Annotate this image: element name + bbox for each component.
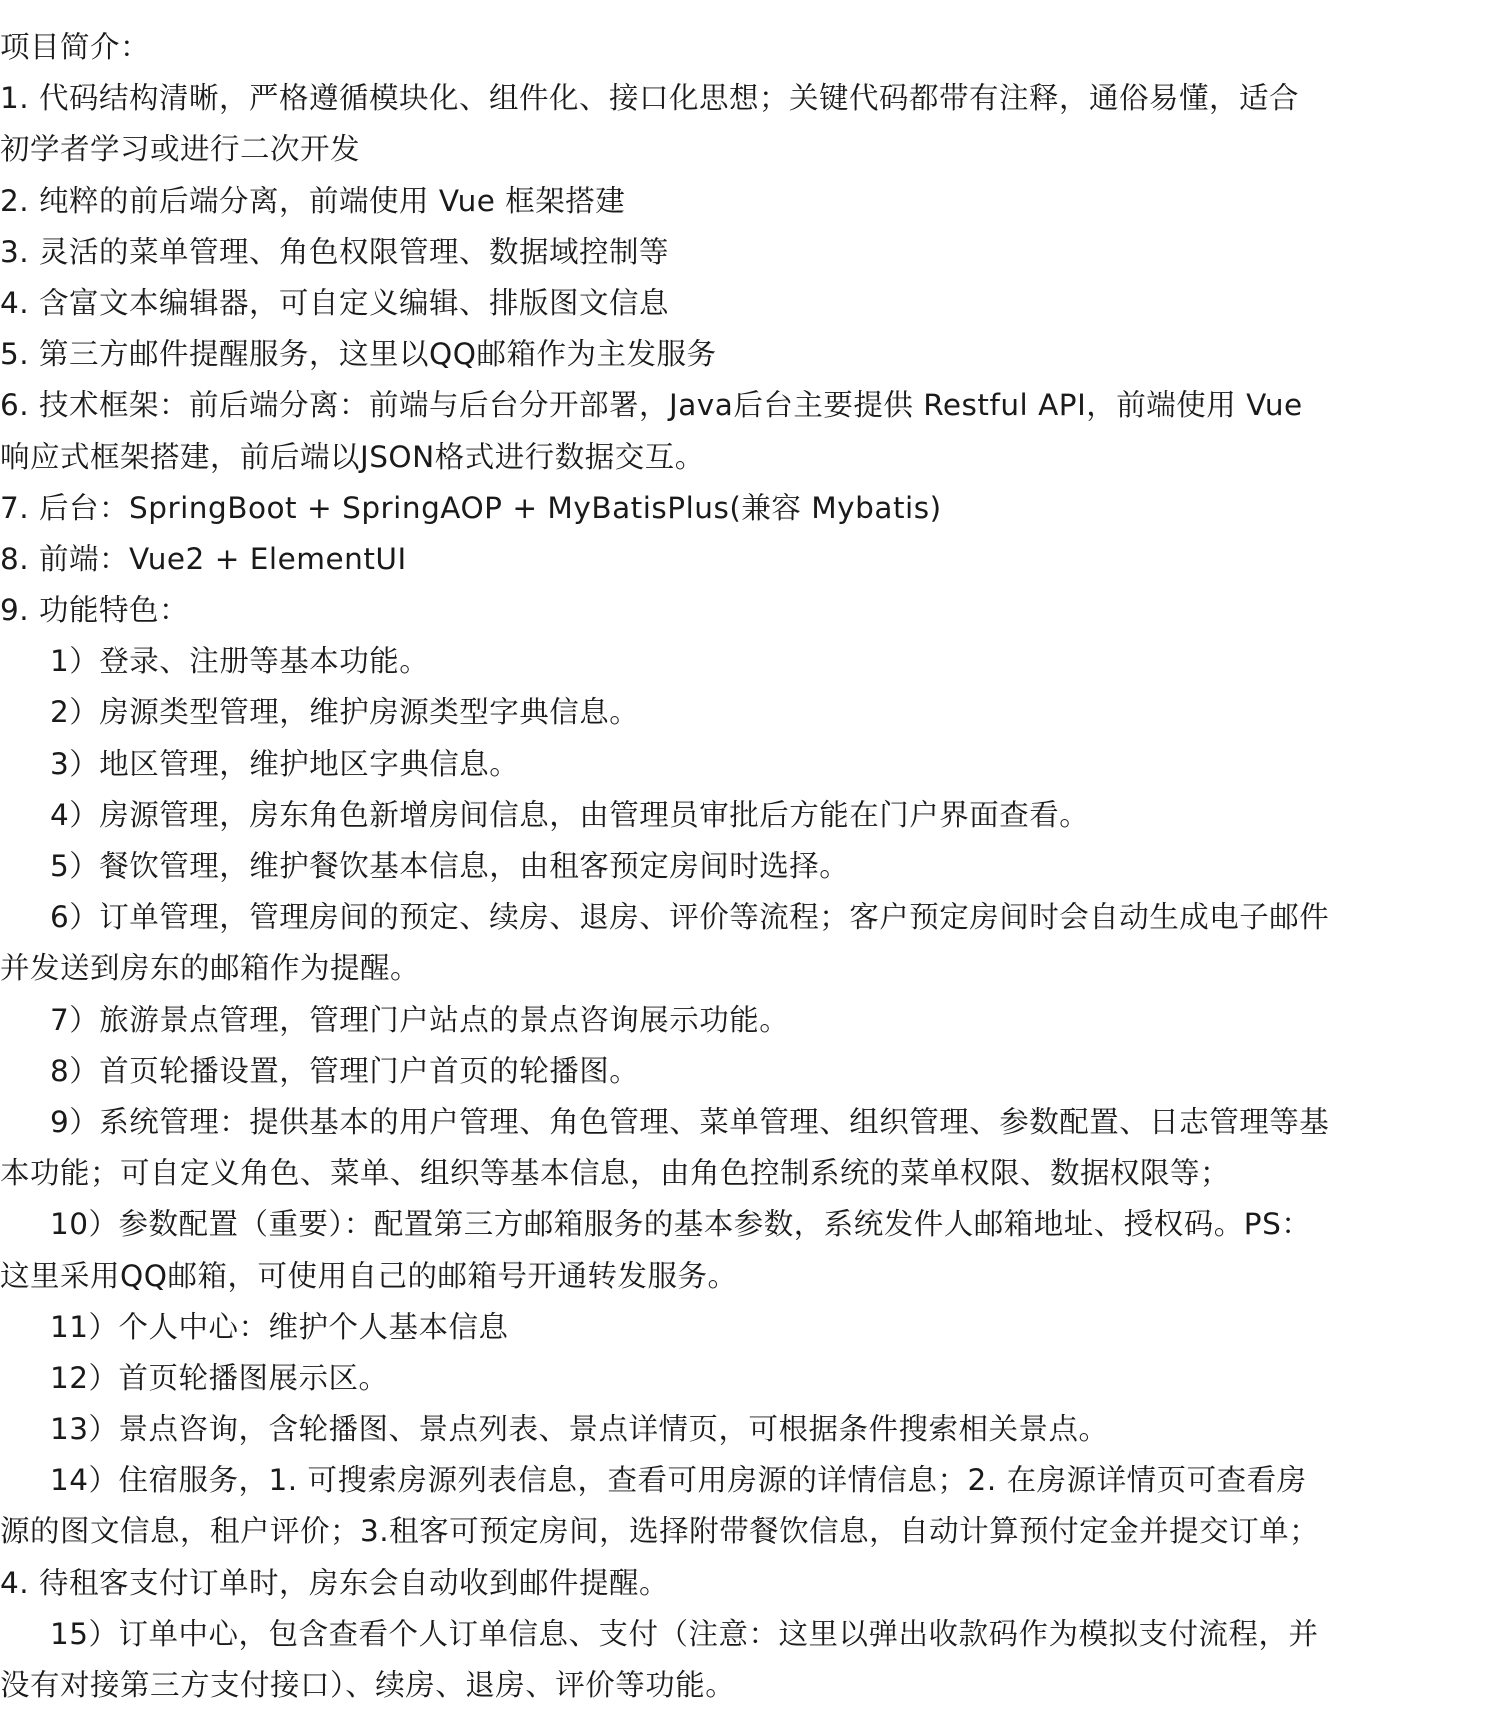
- doc-line-19: 并发送到房东的邮箱作为提醒。: [0, 951, 421, 986]
- doc-line-23: 本功能；可自定义角色、菜单、组织等基本信息，由角色控制系统的菜单权限、数据权限等；: [0, 1156, 1231, 1191]
- doc-line-8: 6. 技术框架：前后端分离：前端与后台分开部署，Java后台主要提供 Restful API，前端使用 Vue: [0, 388, 1303, 423]
- doc-line-3: 初学者学习或进行二次开发: [0, 132, 361, 167]
- doc-line-13: 1）登录、注册等基本功能。: [50, 644, 430, 679]
- doc-line-6: 4. 含富文本编辑器，可自定义编辑、排版图文信息: [0, 285, 670, 320]
- doc-line-4: 2. 纯粹的前后端分离，前端使用 Vue 框架搭建: [0, 183, 626, 218]
- doc-line-16: 4）房源管理，房东角色新增房间信息，由管理员审批后方能在门户界面查看。: [50, 797, 1090, 832]
- doc-line-14: 2）房源类型管理，维护房源类型字典信息。: [50, 695, 640, 730]
- doc-line-21: 8）首页轮播设置，管理门户首页的轮播图。: [50, 1053, 640, 1088]
- doc-line-12: 9. 功能特色：: [0, 593, 190, 628]
- doc-line-7: 5. 第三方邮件提醒服务，这里以QQ邮箱作为主发服务: [0, 337, 717, 372]
- doc-line-25: 这里采用QQ邮箱，可使用自己的邮箱号开通转发服务。: [0, 1258, 738, 1293]
- doc-line-20: 7）旅游景点管理，管理门户站点的景点咨询展示功能。: [50, 1002, 790, 1037]
- doc-line-24: 10）参数配置（重要）：配置第三方邮箱服务的基本参数，系统发件人邮箱地址、授权码。PS：: [50, 1207, 1312, 1242]
- doc-line-30: 源的图文信息，租户评价；3.租客可预定房间，选择附带餐饮信息，自动计算预付定金并提交订单；: [0, 1514, 1320, 1549]
- doc-line-32: 15）订单中心，包含查看个人订单信息、支付（注意：这里以弹出收款码作为模拟支付流程，并: [50, 1616, 1319, 1651]
- doc-line-28: 13）景点咨询，含轮播图、景点列表、景点详情页，可根据条件搜索相关景点。: [50, 1412, 1109, 1447]
- project-intro-document: [0, 22, 1500, 1711]
- doc-line-17: 5）餐饮管理，维护餐饮基本信息，由租客预定房间时选择。: [50, 849, 850, 883]
- doc-line-15: 3）地区管理，维护地区字典信息。: [50, 746, 520, 781]
- doc-line-5: 3. 灵活的菜单管理、角色权限管理、数据域控制等: [0, 234, 670, 269]
- doc-line-26: 11）个人中心：维护个人基本信息: [50, 1309, 509, 1344]
- doc-line-29: 14）住宿服务，1. 可搜索房源列表信息，查看可用房源的详情信息；2. 在房源详情页可查看房: [50, 1463, 1307, 1498]
- doc-line-9: 响应式框架搭建，前后端以JSON格式进行数据交互。: [0, 439, 705, 474]
- doc-line-18: 6）订单管理，管理房间的预定、续房、退房、评价等流程；客户预定房间时会自动生成电子邮件: [50, 900, 1330, 935]
- doc-line-11: 8. 前端：Vue2 + ElementUI: [0, 541, 407, 576]
- doc-line-10: 7. 后台：SpringBoot + SpringAOP + MyBatisPlus(兼容 Mybatis): [0, 490, 942, 525]
- doc-line-2: 1. 代码结构清晰，严格遵循模块化、组件化、接口化思想；关键代码都带有注释，通俗易懂，适合: [0, 81, 1300, 116]
- doc-line-31: 4. 待租客支付订单时，房东会自动收到邮件提醒。: [0, 1565, 670, 1600]
- doc-line-33: 没有对接第三方支付接口）、续房、退房、评价等功能。: [0, 1668, 736, 1702]
- doc-line-27: 12）首页轮播图展示区。: [50, 1360, 389, 1395]
- doc-line-22: 9）系统管理：提供基本的用户管理、角色管理、菜单管理、组织管理、参数配置、日志管理等基: [50, 1104, 1330, 1139]
- doc-line-1: 项目简介：: [0, 30, 151, 64]
